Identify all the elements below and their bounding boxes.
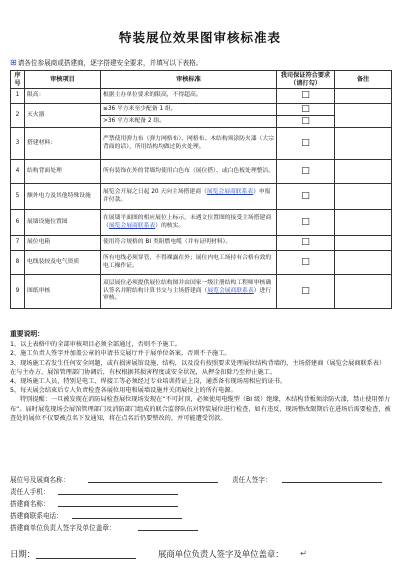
builder-phone-label: 搭建商联系电话：	[10, 512, 63, 520]
note-reminder: 特别提醒：一旦被发现在消防局检查展位现场发现在“不可封顶，必须使用电缆型（BI 级）绝缘，木结构背板须涂防火漆，禁止使用弹力布”。届时展览现场会展馆管理部门及消防部门组成的联合监督队伍对特装展位进行检查，如有违反，现场整改限期后在进场后需要检查，被查处的展位不仅要被点名下发通知，将在点名后仍要整改的，并可能遭受罚款。	[10, 396, 391, 422]
header-item: 审核项目	[25, 71, 101, 89]
builder-person-field[interactable]	[138, 530, 198, 531]
checkbox[interactable]: □	[277, 275, 335, 309]
builder-name-label: 搭建商名称：	[10, 500, 50, 508]
table-row: 9 图纸审核 双层展位必须提供展位结构图并由国家一级注册结构工程师审核确认签名并附结构计算书交与主场搭建商（展览会展商联系表）进行审核。 □	[11, 275, 392, 309]
header-standard: 审核标准	[101, 71, 277, 89]
exhibitor-label: 展位号及展商名称：	[10, 476, 70, 484]
remark-cell[interactable]	[335, 236, 392, 251]
table-row: 5 额外电力及其他特殊设施 展览会开展之日起 20 天向主场搭建商（展览会展商联系表）申报并付款。 □	[11, 184, 392, 210]
remark-cell[interactable]	[335, 251, 392, 275]
responsible-phone-label: 责任人手机：	[10, 488, 50, 496]
table-row: 8 电线装较及电气资质 所有电线必须穿管，不得裸露在外；展位内电工场持有合格有效的电工操作证。 □	[11, 251, 392, 275]
table-row: 7 展位电箱 使用符合规格的 BI 类阻燃电缆（并有证明材料）。 □	[11, 236, 392, 251]
contact-table-link[interactable]: 展览会展商联系表	[206, 189, 254, 196]
contact-table-link[interactable]: 展览会展商联系表	[207, 287, 254, 294]
responsible-sign-field[interactable]	[282, 482, 382, 483]
contact-table-link[interactable]: 展览会展商联系表	[108, 222, 156, 229]
important-notes	[10, 330, 391, 423]
checkbox[interactable]: □	[277, 236, 335, 251]
document-title: 特装展位效果图审核标准表	[118, 30, 281, 45]
builder-name-field[interactable]	[58, 506, 178, 507]
checkbox[interactable]: □	[277, 210, 335, 236]
note-item: 2、施工负责人签字并加盖公章的申请书交展厅并于展单位备案，否则不予施工。	[10, 350, 231, 358]
responsible-sign-label: 责任人签字：	[232, 476, 272, 484]
date-label: 日期：	[10, 549, 36, 559]
header-no: 序号	[11, 71, 25, 89]
checkbox[interactable]: □	[277, 128, 335, 160]
header-remark: 备注	[335, 71, 392, 89]
note-item: 1、以上表格中的全部审核项目必须全部通过，否则不予施工。	[10, 341, 181, 349]
note-item: 3、现场施工若发生任何安全问题，或有损害展馆设施、结构，以及没有按照要求处理展位结构背墙的，主场搭建商（展览会展商联系表）在与主办方、展馆管理部门协调后，有权根据其损害程度或安全状况，从押金扣除乃至停止施工。	[10, 359, 386, 376]
table-header-row	[11, 71, 392, 89]
remark-cell[interactable]	[335, 104, 392, 128]
note-item: 4、现场施工人员，特别是电工、焊接工等必须经过专业培训持证上岗，通票备有现场用相应的证书。	[10, 378, 287, 386]
checkbox[interactable]: □	[277, 184, 335, 210]
date-field[interactable]	[36, 558, 136, 559]
intro-text: ⊞请各位参展商或搭建商，逐字搭建安全要求，并填写以下表格。	[10, 58, 203, 67]
checkbox[interactable]: □	[277, 251, 335, 275]
remark-cell[interactable]	[335, 89, 392, 104]
note-item: 5、每天展会结束后专人负责检查各展位用电和展墙设施并关闭展位上的所有电源。	[10, 387, 237, 395]
table-row: 3 搭建材料： 严禁使用弹力布（弹力网格布）、网格布、木结构须涂防火漆（大宗背面的话），所用结构均做过防火处理。 □	[11, 128, 392, 160]
builder-person-label: 搭建商单位负责人签字及单位盖章：	[10, 524, 116, 532]
remark-cell[interactable]	[335, 275, 392, 309]
exhibitor-sign-label: 展商单位负责人签字及单位盖章：	[158, 549, 284, 559]
remark-cell[interactable]	[335, 210, 392, 236]
review-table	[10, 70, 392, 309]
table-row: 6 展墙设施位置图 在展墙平面图的相应展位上标示，未遇文位置图的接受主场搭建商（展览会展商联系表）的核实。 □	[11, 210, 392, 236]
table-row: >36 平方米配备 2 组。 □	[11, 116, 392, 128]
table-anchor-icon: ⊞	[10, 58, 17, 67]
remark-cell[interactable]	[335, 184, 392, 210]
responsible-phone-field[interactable]	[58, 494, 178, 495]
header-confirm: 我司保证符合要求（请打勾）	[277, 71, 335, 89]
notes-heading: 重要说明：	[10, 330, 44, 338]
checkbox[interactable]: □	[277, 89, 335, 104]
checkbox[interactable]: □	[277, 160, 335, 184]
remark-cell[interactable]	[335, 160, 392, 184]
table-row: 2 灭火器 ≤36 平方米至少配备 1 组， □	[11, 104, 392, 116]
checkbox[interactable]: □	[277, 116, 335, 128]
table-row: 4 结构背面处理 所有装饰在外的背墙均使用白色布（展位搭）、或白色板处理整洁。 □	[11, 160, 392, 184]
remark-cell[interactable]	[335, 128, 392, 160]
builder-phone-field[interactable]	[72, 518, 182, 519]
checkbox[interactable]: □	[277, 104, 335, 116]
exhibitor-field[interactable]	[88, 482, 218, 483]
return-mark-icon: ↵	[300, 548, 308, 558]
table-row: 1 限高： 根据主办单位要求的限高，不得超高。 □	[11, 89, 392, 104]
